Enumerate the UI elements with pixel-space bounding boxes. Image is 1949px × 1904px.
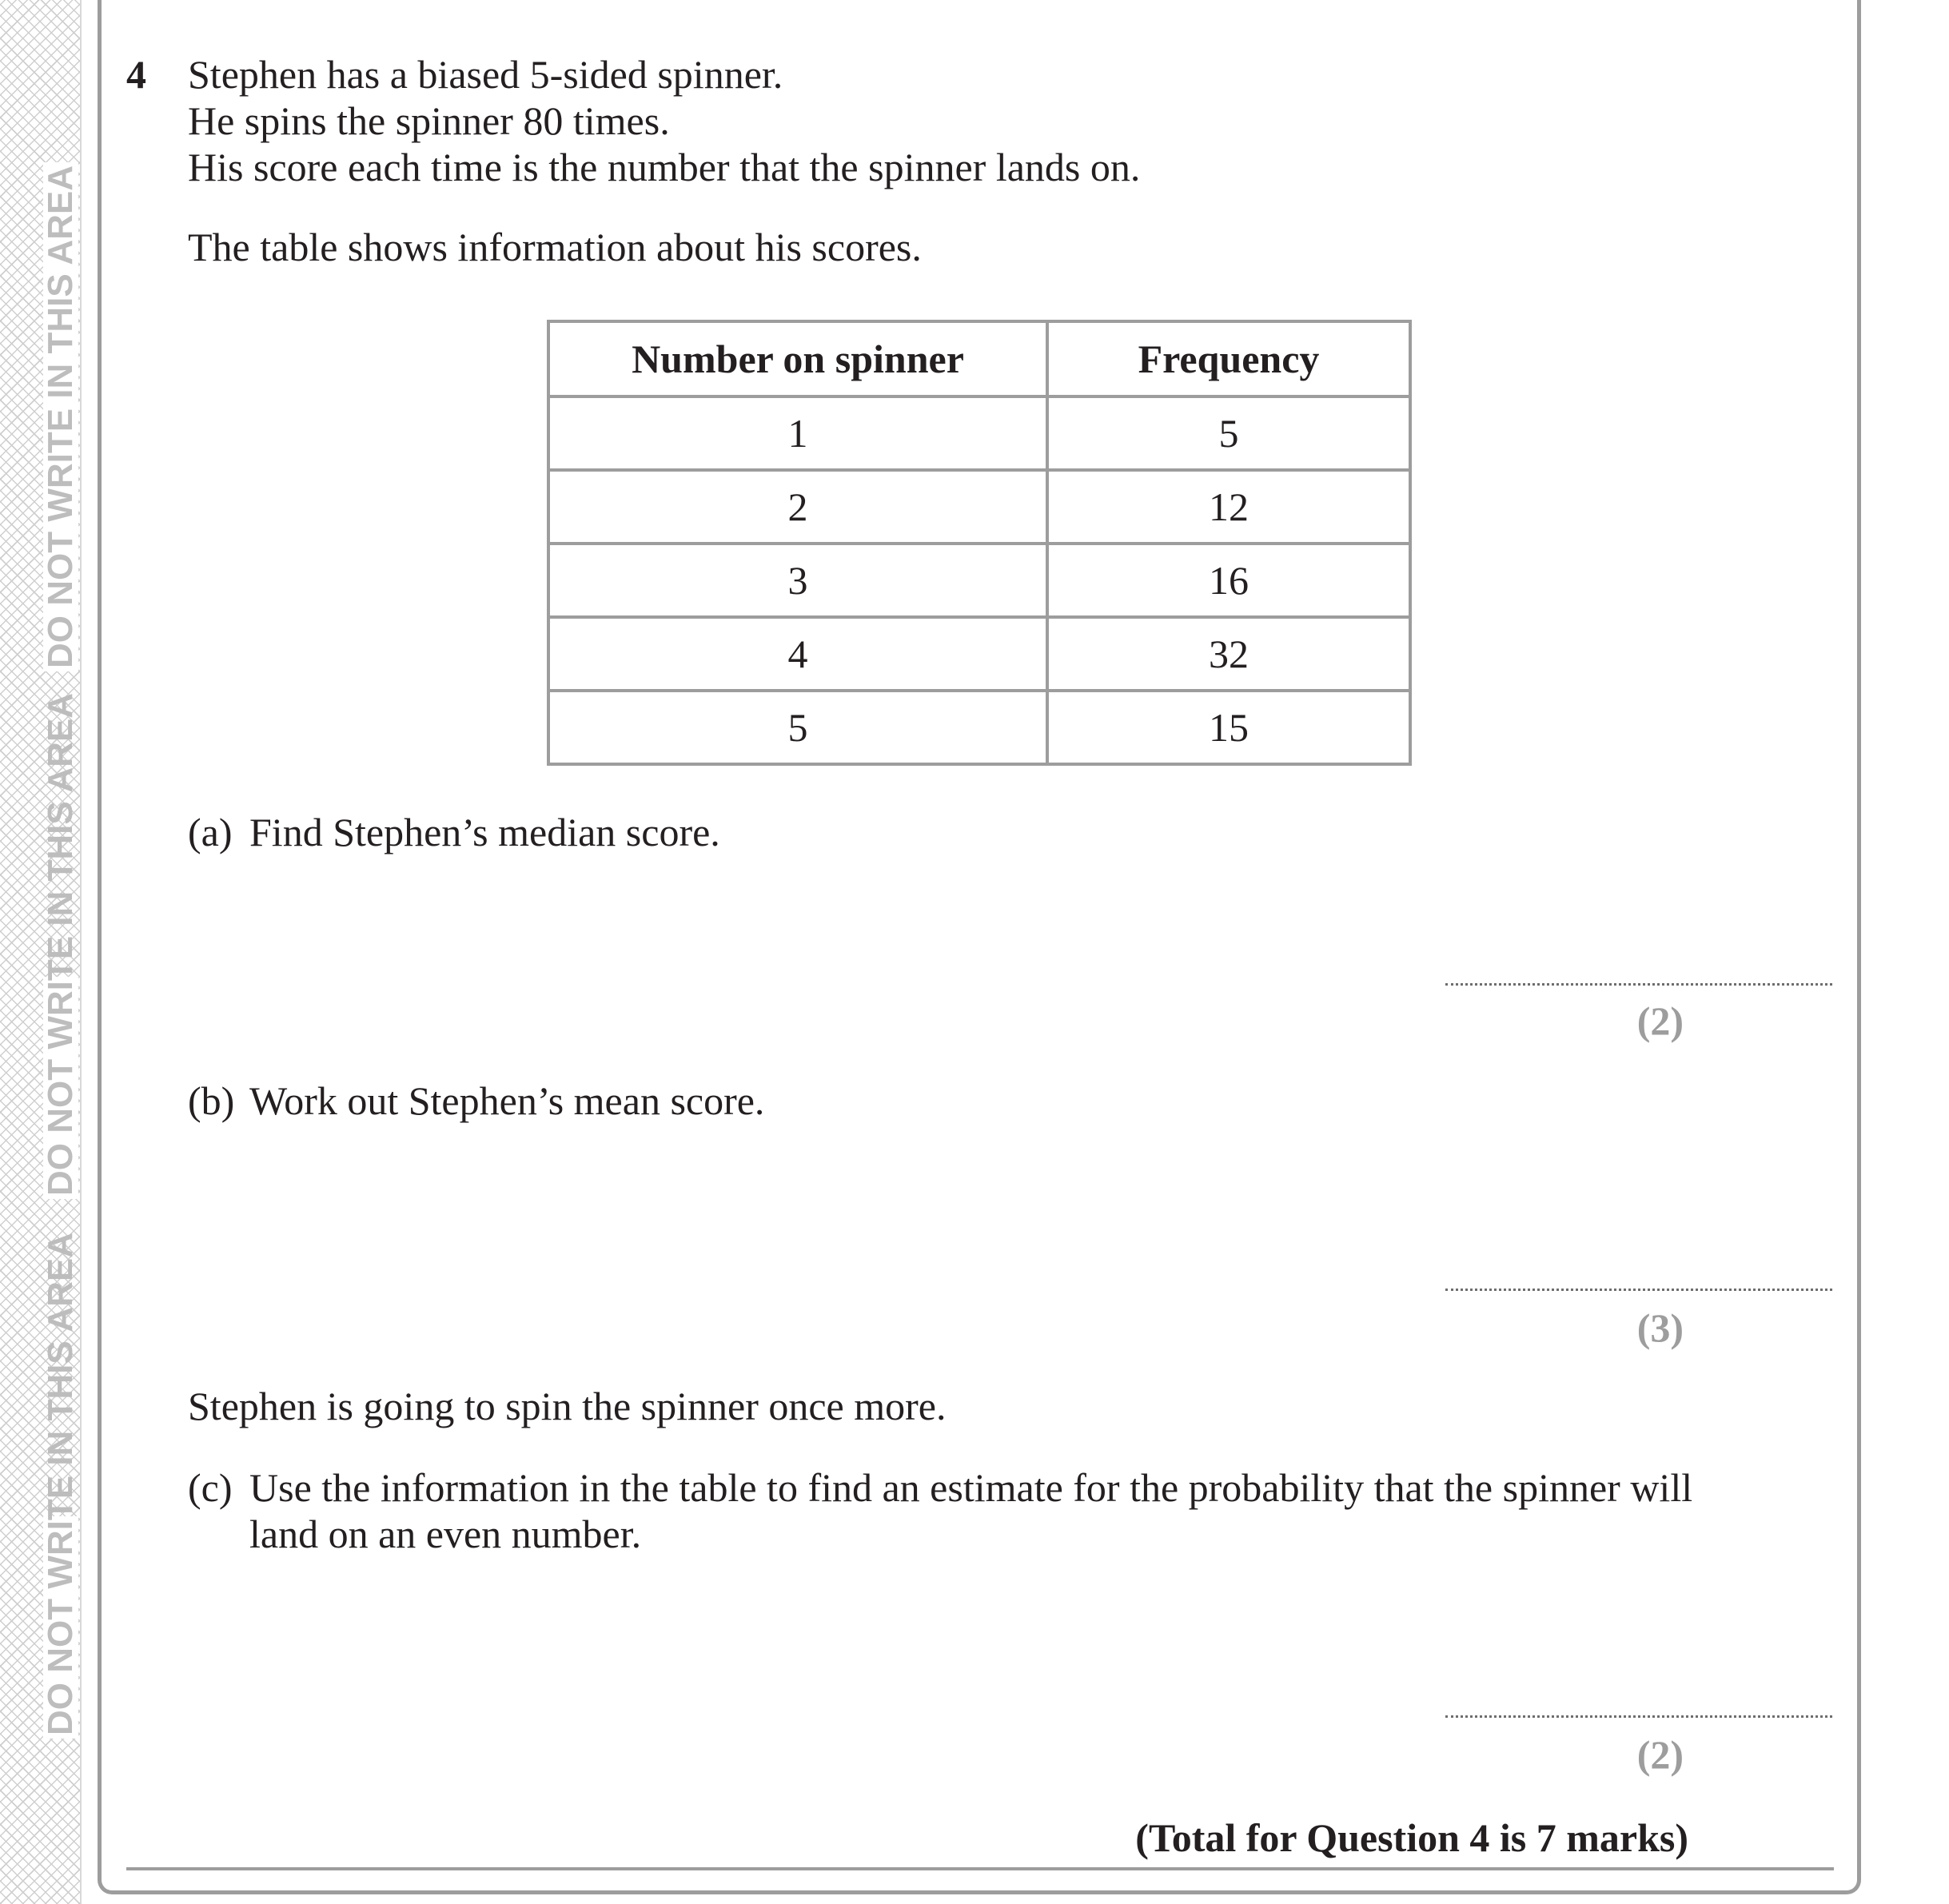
margin-label-bottom: DO NOT WRITE IN THIS AREA <box>43 1516 78 1739</box>
table-intro: The table shows information about his scores. <box>188 225 922 269</box>
part-a-marks: (2) <box>1636 998 1684 1043</box>
table-cell-number: 1 <box>548 396 1047 470</box>
table-cell-number: 4 <box>548 617 1047 691</box>
table-cell-frequency: 12 <box>1047 470 1410 544</box>
part-a-label: (a) <box>188 810 233 854</box>
table-row <box>548 691 1410 764</box>
part-b-label: (b) <box>188 1078 235 1123</box>
question-total: (Total for Question 4 is 7 marks) <box>1135 1815 1688 1860</box>
part-c-answer-line[interactable] <box>1445 1715 1832 1718</box>
frequency-table <box>547 320 1412 766</box>
table-row <box>548 396 1410 470</box>
question-number: 4 <box>126 52 146 97</box>
table-cell-frequency: 5 <box>1047 396 1410 470</box>
table-row <box>548 617 1410 691</box>
part-b-text: Work out Stephen’s mean score. <box>249 1078 765 1123</box>
bottom-rule <box>126 1867 1834 1870</box>
part-c-stem: Stephen is going to spin the spinner once more. <box>188 1384 947 1428</box>
table-cell-number: 2 <box>548 470 1047 544</box>
table-cell-frequency: 15 <box>1047 691 1410 764</box>
part-a-answer-line[interactable] <box>1445 983 1832 986</box>
table-row <box>548 470 1410 544</box>
table-cell-frequency: 16 <box>1047 544 1410 617</box>
part-c-label: (c) <box>188 1465 233 1510</box>
table-cell-number: 5 <box>548 691 1047 764</box>
part-c-marks: (2) <box>1636 1732 1684 1777</box>
table-row <box>548 544 1410 617</box>
table-cell-number: 3 <box>548 544 1047 617</box>
margin-label-middle: DO NOT WRITE IN THIS AREA <box>43 977 78 1199</box>
part-c-text-line-1: Use the information in the table to find an estimate for the probability that the spinner will <box>249 1465 1693 1510</box>
part-b-answer-line[interactable] <box>1445 1289 1832 1291</box>
table-cell-frequency: 32 <box>1047 617 1410 691</box>
intro-line-3: His score each time is the number that the spinner lands on. <box>188 145 1141 189</box>
part-b-marks: (3) <box>1636 1305 1684 1350</box>
table-header-row <box>548 321 1410 396</box>
intro-line-2: He spins the spinner 80 times. <box>188 98 670 143</box>
margin-label-top: DO NOT WRITE IN THIS AREA <box>43 162 78 671</box>
part-a-text: Find Stephen’s median score. <box>249 810 720 854</box>
margin-strip <box>0 0 82 1904</box>
header-frequency: Frequency <box>1047 321 1410 396</box>
page-frame <box>98 0 1861 1894</box>
header-number-on-spinner: Number on spinner <box>548 321 1047 396</box>
part-c-text-line-2: land on an even number. <box>249 1512 642 1556</box>
intro-line-1: Stephen has a biased 5-sided spinner. <box>188 52 783 97</box>
